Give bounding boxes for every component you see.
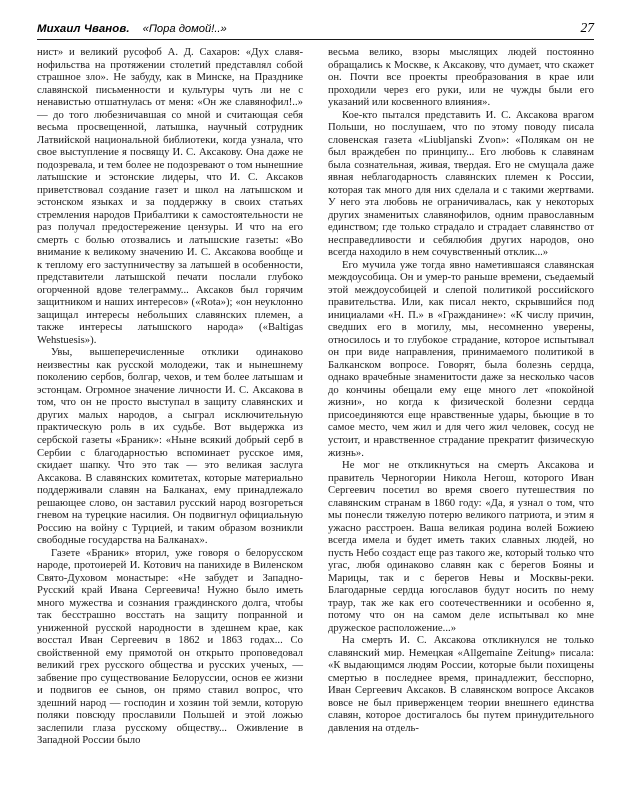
paragraph: На смерть И. С. Аксакова откликнулся не только славянский мир. Немецкая «Allgemaine Zeitung» писала: «К выдающимся людям России, которые были похищены смертью в последнее время, принадлежит, бесспорно, Иван Сергеевич Аксаков. В славянском вопросе Аксаков вовсе не был приверженцем теории внешнего единства славян, которое достигалось бы путем принудительного давления на отдель- bbox=[328, 635, 594, 734]
paragraph: весьма велико, взоры мыслящих людей постоянно обращались к Москве, к Аксакову, что думает, что скажет он. Почти все проекты преобразования в крае или проходили через его руки, или не чужды были его указаний или косвенного влияния». bbox=[328, 47, 594, 109]
running-head-author: Михаил Чванов. bbox=[37, 23, 130, 35]
running-head-title: «Пора домой!..» bbox=[142, 23, 227, 35]
running-head-left bbox=[37, 23, 227, 35]
text-columns bbox=[37, 47, 594, 772]
right-column bbox=[328, 47, 594, 772]
running-head bbox=[37, 20, 594, 40]
paragraph: Увы, вышеперечисленные отклики одинаково неизвестны как русской молодежи, так и нынешнему поколению сербов, болгар, чехов, и тем более латышам и эстонцам. Огромное значение личности И. С. Аксакова в том, что он не просто выступал в защиту славянских и других малых народов, а сыграл исключительную практическую роль в их судьбе. Вот выдержка из сербской газеты «Браник»: «Ныне всякий добрый серб в Сербии с благодарностью вспоминает русское имя, скидает шапку. Что это так — это великая заслуга Аксакова. В славянских комитетах, которые материально поддерживали славян на Балканах, ему принадлежало решающее слово, он заставил русский народ возгореться гневом на турецкие насилия. Он подвигнул официальную Россию на войну с Турцией, и таким образом возникли свободные государства на Балканах». bbox=[37, 347, 303, 547]
paragraph: нист» и великий русофоб А. Д. Сахаров: «Дух славянофильства на протяжении столетий представлял собой страшное зло». Не забуду, как в Минске, на Празднике славянской письменности и культуры чуть ли не с ненавистью отшатнулась от меня: «Он же славянофил!..» — до того любезничавшая со мной и считающая себя весьма просвещенной, латышка, научный сотрудник Латвийской национальной библиотеки, когда узнала, что свое выступление я посвящу И. С. Аксакову. Она даже не подозревала, и тем более не подозревают о том нынешние латышские и эстонские лидеры, что И. С. Аксаков приветствовал создание газет и школ на латышском и эстонском языках и за поддержку в своих статьях стремления народов Прибалтики к самостоятельности не раз получал предостережение цензуры. И что на его смерть с болью отозвались и латышские газеты: «Во внимание к великому значению И. С. Аксакова вообще и к теплому его заступничеству за латышей в особенности, представители латышской печати послали глубоко огорченной вдове телеграмму... Аксаков был горячим защитником и наших интересов» («Rota»); «он неуклонно защищал интересы небольших славянских племен, а также интересы латышского народа» («Baltigas Wehstuesis»). bbox=[37, 47, 303, 346]
page-number: 27 bbox=[580, 20, 594, 35]
paragraph: Не мог не откликнуться на смерть Аксакова и правитель Черногории Никола Негош, которого Иван Сергеевич посетил во время своего путешествия по славянским странам в 1860 году: «Да, я узнал о том, что мы понесли тяжелую потерю великого патриота, и этим я ужасно расстроен. Ваша великая родина волей Божиею всегда имела и будет иметь таких славных людей, но пусть Небо создаст еще раз такого же, который только что угас, любя одинаково славян как с берегов Бояны и Марицы, так и с берегов Невы и Москвы-реки. Благодарные сердца югославов будут носить по нему траур, так же как его соотечественники и особенно я, потому что он на самом деле испытывал ко мне дружеское расположение...» bbox=[328, 460, 594, 634]
paragraph: Газете «Браник» вторил, уже говоря о белорусском народе, протоиерей И. Котович на панихиде в Виленском Свято-Духовом монастыре: «Не забудет и Западно-Русский край Ивана Сергеевича! Нужно было иметь много мужества и сознания граждинского долга, чтобы так бесстрашно восстать на защиту попранной и униженной русской народности в здешнем крае, как восстал Иван Сергеевич в 1862 и 1863 годах... Со свойственной ему прямотой он открыто проповедовал великий грех русского общества и русских ученых, — забвение про существование Белоруссии, основ ее жизни и подвигов ее сынов, он прямо ставил вопрос, что здешний народ — господин и хозяин той земли, которую поляки повсюду прославили Польшей и этой ложью заслепили глаза русскому обществу... Оживление в Западной России было bbox=[37, 547, 303, 747]
left-column bbox=[37, 47, 303, 772]
paragraph: Его мучила уже тогда явно наметившаяся славянская междоусобица. Он и умер-то раньше времени, съедаемый этой междоусобицей и слепой политикой российского правительства. Или, как писал некто, скрывшийся под инициалами «Н. П.» в «Гражданине»: «К числу причин, сведших его в могилу, мы, несомненно уверены, относилось и то глубокое страдание, которое испытывал он при виде направления, принимаемого политикой в Балканском вопросе. Говорят, была болезнь сердца, однако врачебные знаменитости даже за несколько часов до кончины обещали ему еще много лет «покойной жизни», но когда к физической болезни сердца присоединяются еще нравственные удары, бьющие в то самое место, чем жил и для чего жил человек, сосуд не устоит, и нравственное страдание прекратит физическую жизнь». bbox=[328, 259, 594, 459]
paragraph: Кое-кто пытался представить И. С. Аксакова врагом Польши, но послушаем, что по этому поводу писала словенская газета «Liubljanski Zvon»: «Полякам он не был враждебен по принципу... Его любовь к славянам была сознательная, живая, твердая. Его не смущала даже явная неблагодарность славянских племен к России, которая так много для них сделала и с такими жертвами. У него эта любовь не ограничивалась, как у некоторых других знаменитых славянофилов, одним православным единством; где только страдало и страдает славянство от несправедливости и себялюбия других народов, оно всегда находило в нем сочувственный отклик...» bbox=[328, 109, 594, 259]
